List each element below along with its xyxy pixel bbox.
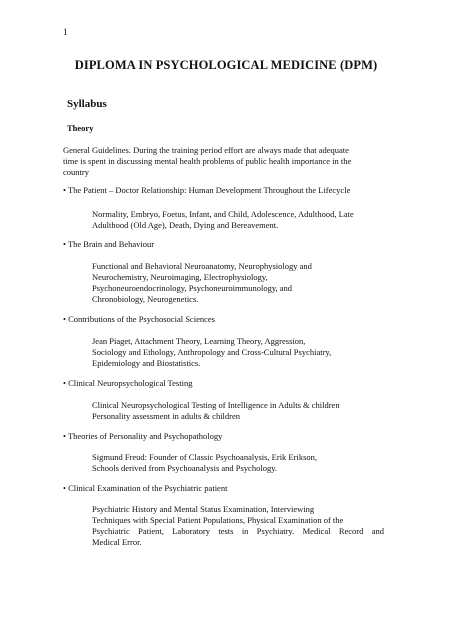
detail-line: Techniques with Special Patient Populations, Physical Examination of the xyxy=(92,515,344,525)
section-bullet-clinical-exam: • Clinical Examination of the Psychiatric patient xyxy=(63,483,228,493)
section-bullet-psychosocial: • Contributions of the Psychosocial Sciences xyxy=(63,314,215,324)
detail-line: Psychoneuroendocrinology, Psychoneuroimmunology, and xyxy=(92,283,293,293)
section-bullet-brain-behaviour: • The Brain and Behaviour xyxy=(63,239,155,249)
detail-line: Functional and Behavioral Neuroanatomy, Neurophysiology and xyxy=(92,261,312,271)
intro-line: General Guidelines. During the training period effort are always made that adequate xyxy=(63,145,349,155)
section-bullet-patient-doctor: • The Patient – Doctor Relationship: Human Development Throughout the Lifecycle xyxy=(63,185,351,195)
section-detail-psychosocial xyxy=(92,336,331,369)
section-bullet-neuropsych-testing: • Clinical Neuropsychological Testing xyxy=(63,378,193,388)
detail-line: Clinical Neuropsychological Testing of Intelligence in Adults & children xyxy=(92,400,340,410)
detail-line: Psychiatric Patient, Laboratory tests in Psychiatry. Medical Record and xyxy=(92,526,384,536)
detail-line: Sigmund Freud: Founder of Classic Psychoanalysis, Erik Erikson, xyxy=(92,452,318,462)
section-bullet-personality: • Theories of Personality and Psychopathology xyxy=(63,431,223,441)
intro-line: time is spent in discussing mental health problems of public health importance in the xyxy=(63,156,352,166)
detail-line: Adulthood (Old Age), Death, Dying and Bereavement. xyxy=(92,220,279,230)
document-title: DIPLOMA IN PSYCHOLOGICAL MEDICINE (DPM) xyxy=(74,58,378,72)
detail-line: Neurochemistry, Neuroimaging, Electrophysiology, xyxy=(92,272,268,282)
section-detail-brain-behaviour xyxy=(92,261,312,305)
detail-line: Schools derived from Psychoanalysis and Psychology. xyxy=(92,463,278,473)
detail-line: Psychiatric History and Mental Status Examination, Interviewing xyxy=(92,504,315,514)
detail-line: Jean Piaget, Attachment Theory, Learning Theory, Aggression, xyxy=(92,336,306,346)
detail-line: Normality, Embryo, Foetus, Infant, and Child, Adolescence, Adulthood, Late xyxy=(92,209,354,219)
theory-heading: Theory xyxy=(67,123,94,133)
detail-line: Personality assessment in adults & children xyxy=(92,411,241,421)
syllabus-heading: Syllabus xyxy=(67,98,107,110)
section-detail-clinical-exam xyxy=(92,504,384,548)
detail-line: Sociology and Ethology, Anthropology and Cross-Cultural Psychiatry, xyxy=(92,347,332,357)
section-detail-neuropsych-testing xyxy=(92,400,340,422)
detail-line: Epidemiology and Biostatistics. xyxy=(92,358,201,368)
detail-line: Medical Error. xyxy=(92,537,142,547)
section-detail-personality xyxy=(92,452,317,474)
intro-paragraph xyxy=(63,145,388,178)
section-detail-patient-doctor xyxy=(92,209,354,231)
detail-line: Chronobiology, Neurogenetics. xyxy=(92,294,199,304)
intro-line: country xyxy=(63,167,89,177)
page-number: 1 xyxy=(63,27,68,37)
